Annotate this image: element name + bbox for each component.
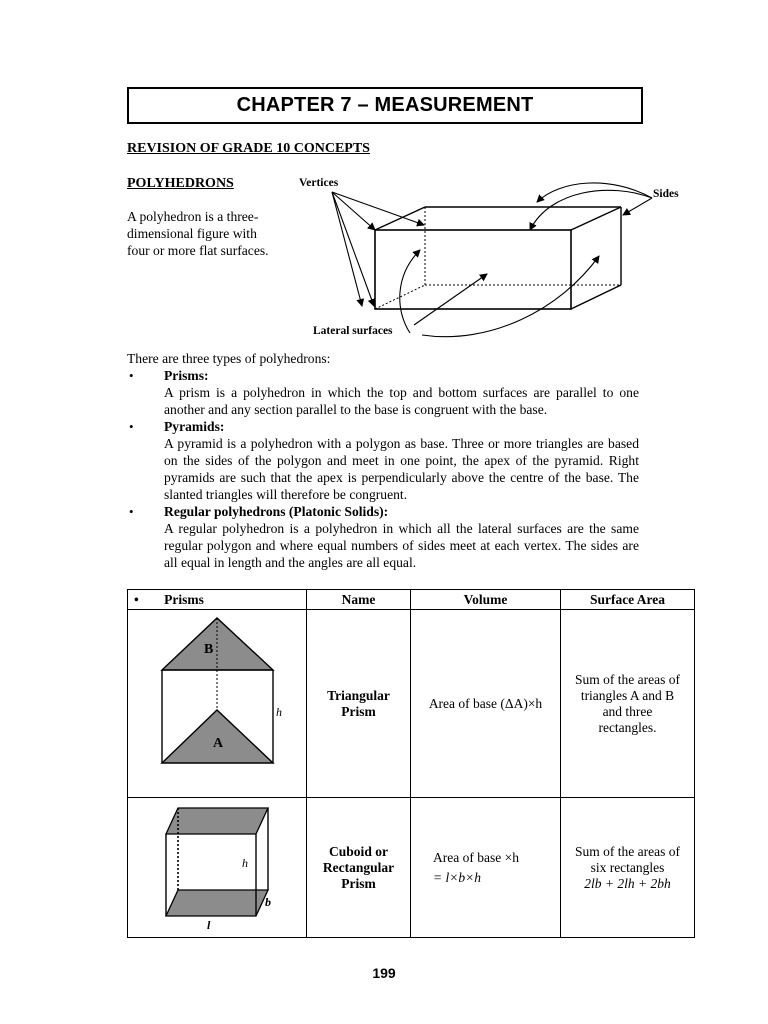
volume-line: = l×b×h [433, 869, 481, 885]
name-line: Triangular [327, 687, 390, 703]
bullet: • [129, 368, 134, 383]
cuboid-bottom-face [166, 890, 268, 916]
name-line: Prism [341, 703, 376, 719]
surface-line: Sum of the areas of [575, 671, 680, 687]
label-b: B [204, 642, 214, 657]
triangular-prism-volume [411, 610, 561, 798]
triangular-prism-figure-cell [128, 610, 307, 798]
label-h: h [242, 856, 248, 870]
polyhedrons-heading: POLYHEDRONS [127, 176, 234, 191]
cuboid-figure [128, 798, 300, 937]
cuboid-shape [375, 207, 621, 309]
sides-label: Sides [653, 188, 679, 200]
cuboid-figure-cell [128, 798, 307, 938]
table-row [128, 610, 695, 798]
types-intro: There are three types of polyhedrons: [127, 351, 331, 366]
definition-line: A polyhedron is a three- [127, 209, 259, 224]
triangular-prism-figure [128, 610, 300, 797]
volume-line: Area of base ×h [433, 849, 519, 865]
cuboid-volume [411, 798, 561, 938]
page-number: 199 [372, 965, 396, 981]
cuboid-name [307, 798, 411, 938]
header-prisms-label: Prisms [164, 591, 204, 607]
label-b: b [265, 895, 271, 909]
name-line: Cuboid or [329, 843, 388, 859]
surface-line: rectangles. [598, 719, 657, 735]
surface-line: Sum of the areas of [575, 843, 680, 859]
table-header-row [128, 590, 695, 610]
cuboid-surface [561, 798, 695, 938]
header-name: Name [307, 590, 411, 610]
type-name: Regular polyhedrons (Platonic Solids): [164, 504, 389, 519]
table-row [128, 798, 695, 938]
definition-line: dimensional figure with [127, 226, 257, 241]
prisms-table [127, 589, 695, 938]
bullet: • [134, 591, 139, 607]
label-l: l [207, 918, 211, 932]
surface-line: and three [602, 703, 653, 719]
surface-line: six rectangles [590, 859, 665, 875]
header-surface-area: Surface Area [561, 590, 695, 610]
polyhedron-definition [127, 208, 297, 259]
lateral-surfaces-label: Lateral surfaces [313, 325, 393, 337]
label-h: h [276, 705, 282, 719]
polyhedron-diagram [290, 170, 700, 350]
cuboid-top-face [166, 808, 268, 834]
surface-line: triangles A and B [580, 687, 675, 703]
lateral-arrows [400, 250, 599, 337]
name-line: Rectangular [322, 859, 395, 875]
type-item-regular [127, 503, 639, 571]
type-description: A pyramid is a polyhedron with a polygon as base. Three or more triangles are based on the sides of the polygon and meet in one point, the apex of the pyramid. Right pyramids are such that the apex is perpendicularly above the centre of the base. The slanted triangles will therefore be congruent. [164, 436, 639, 502]
volume-formula: Area of base (ΔA)×h [428, 695, 543, 711]
label-a: A [213, 736, 224, 751]
chapter-title: CHAPTER 7 – MEASUREMENT [127, 87, 643, 124]
type-item-pyramids [127, 418, 639, 503]
bullet: • [129, 419, 134, 434]
type-description: A regular polyhedron is a polyhedron in which all the lateral surfaces are the same regular polygon and where equal numbers of sides meet at each vertex. The sides are all equal in length and the angles are all equal. [164, 521, 639, 570]
type-description: A prism is a polyhedron in which the top and bottom surfaces are parallel to one another and any section parallel to the base is congruent with the base. [164, 385, 639, 417]
type-name: Prisms: [164, 368, 209, 383]
definition-line: four or more flat surfaces. [127, 243, 269, 258]
vertices-arrows [332, 192, 424, 306]
triangular-prism-surface [561, 610, 695, 798]
types-section [127, 350, 639, 571]
header-prisms [128, 590, 307, 610]
type-item-prisms [127, 367, 639, 418]
triangular-prism-name [307, 610, 411, 798]
surface-line: 2lb + 2lh + 2bh [584, 875, 671, 891]
header-volume: Volume [411, 590, 561, 610]
bullet: • [129, 504, 134, 519]
name-line: Prism [341, 875, 376, 891]
section-heading: REVISION OF GRADE 10 CONCEPTS [127, 141, 370, 156]
type-name: Pyramids: [164, 419, 225, 434]
vertices-label: Vertices [299, 177, 339, 189]
